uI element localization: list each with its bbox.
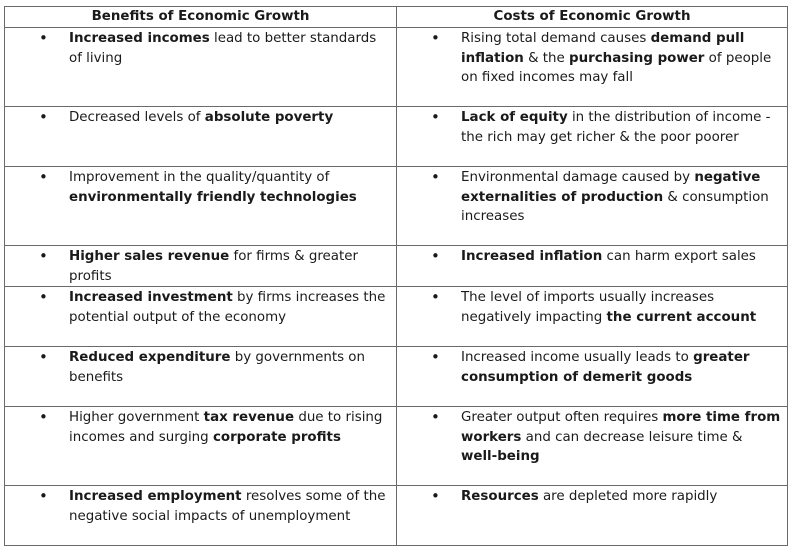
emphasis-text: tax revenue <box>203 410 295 425</box>
emphasis-text: demand pull inflation <box>461 31 745 66</box>
emphasis-text: Increased inflation <box>461 249 603 264</box>
benefit-text <box>69 108 390 128</box>
bullet-icon: • <box>39 168 48 186</box>
cost-cell <box>397 486 788 546</box>
benefit-text <box>69 29 390 68</box>
emphasis-text: Higher sales revenue <box>69 249 230 264</box>
cost-cell <box>397 287 788 347</box>
table-body <box>5 28 788 546</box>
table-row <box>5 107 788 167</box>
emphasis-text: the current account <box>606 309 757 325</box>
bullet-icon: • <box>431 288 440 306</box>
plain-text: Improvement in the quality/quantity of <box>69 170 330 185</box>
plain-text: Decreased levels of <box>69 110 205 125</box>
table-row <box>5 347 788 407</box>
plain-text: due to rising incomes and surging <box>69 410 383 445</box>
cost-cell <box>397 167 788 246</box>
plain-text: Greater output often requires <box>461 410 663 425</box>
emphasis-text: greater consumption of demerit goods <box>461 350 750 385</box>
plain-text: resolves some of the negative social impacts of unemployment <box>69 489 386 524</box>
cost-text <box>461 487 781 507</box>
emphasis-text: environmentally friendly technologies <box>69 189 357 205</box>
benefit-cell <box>5 246 397 287</box>
bullet-icon: • <box>39 288 48 306</box>
benefit-cell <box>5 167 397 246</box>
cost-cell <box>397 28 788 107</box>
emphasis-text: Resources <box>461 489 539 504</box>
emphasis-text: negative externalities of production <box>461 170 761 205</box>
bullet-icon: • <box>39 247 48 265</box>
benefit-text <box>69 408 390 447</box>
cost-cell <box>397 107 788 167</box>
benefit-text <box>69 348 390 387</box>
bullet-icon: • <box>431 29 440 47</box>
plain-text: in the distribution of income - the rich may get richer & the poor poorer <box>461 110 771 145</box>
table-row <box>5 167 788 246</box>
benefit-cell <box>5 28 397 107</box>
benefit-cell <box>5 486 397 546</box>
emphasis-text: Lack of equity <box>461 110 568 125</box>
table-row <box>5 407 788 486</box>
plain-text: for firms & greater profits <box>69 249 358 284</box>
costs-header: Costs of Economic Growth <box>397 7 788 28</box>
emphasis-text: Reduced expenditure <box>69 350 231 365</box>
emphasis-text: Increased employment <box>69 489 242 504</box>
plain-text: of people on fixed incomes may fall <box>461 50 772 85</box>
table-row <box>5 287 788 347</box>
bullet-icon: • <box>431 247 440 265</box>
cost-cell <box>397 407 788 486</box>
cost-text <box>461 348 781 387</box>
emphasis-text: Increased incomes <box>69 31 210 46</box>
benefit-cell <box>5 107 397 167</box>
bullet-icon: • <box>39 29 48 47</box>
plain-text: and can decrease leisure time & <box>521 429 743 445</box>
bullet-icon: • <box>431 108 440 126</box>
cost-text <box>461 108 781 147</box>
table-row <box>5 246 788 287</box>
emphasis-text: more time from workers <box>461 410 781 445</box>
plain-text: are depleted more rapidly <box>538 489 718 504</box>
bullet-icon: • <box>431 168 440 186</box>
bullet-icon: • <box>431 408 440 426</box>
plain-text: & the <box>523 50 569 66</box>
benefit-cell <box>5 347 397 407</box>
plain-text: lead to better standards of living <box>69 31 377 66</box>
bullet-icon: • <box>431 348 440 366</box>
plain-text: by firms increases the potential output of the economy <box>69 290 386 325</box>
bullet-icon: • <box>39 108 48 126</box>
plain-text: The level of imports usually increases negatively impacting <box>461 290 715 325</box>
benefit-text <box>69 168 390 207</box>
plain-text: Rising total demand causes <box>461 31 651 46</box>
benefit-cell <box>5 407 397 486</box>
emphasis-text: corporate profits <box>212 429 341 445</box>
cost-text <box>461 247 781 267</box>
emphasis-text: purchasing power <box>569 50 705 66</box>
plain-text: can harm export sales <box>602 249 756 264</box>
growth-comparison-table <box>4 6 788 546</box>
benefit-text <box>69 288 390 327</box>
benefits-header: Benefits of Economic Growth <box>5 7 397 28</box>
plain-text: Increased income usually leads to <box>461 350 694 365</box>
cost-text <box>461 168 781 227</box>
benefit-text <box>69 487 390 526</box>
emphasis-text: well-being <box>461 449 540 464</box>
cost-cell <box>397 246 788 287</box>
benefit-cell <box>5 287 397 347</box>
bullet-icon: • <box>39 408 48 426</box>
plain-text: Higher government <box>69 410 204 425</box>
bullet-icon: • <box>39 487 48 505</box>
bullet-icon: • <box>431 487 440 505</box>
plain-text: & consumption increases <box>461 189 769 224</box>
table-row <box>5 486 788 546</box>
emphasis-text: absolute poverty <box>204 110 334 125</box>
cost-text <box>461 288 781 327</box>
cost-text <box>461 29 781 88</box>
cost-text <box>461 408 781 467</box>
header-row <box>5 7 788 28</box>
plain-text: by governments on benefits <box>69 350 365 385</box>
emphasis-text: Increased investment <box>69 290 233 305</box>
benefit-text <box>69 247 390 286</box>
table-row <box>5 28 788 107</box>
plain-text: Environmental damage caused by <box>461 170 695 185</box>
bullet-icon: • <box>39 348 48 366</box>
cost-cell <box>397 347 788 407</box>
